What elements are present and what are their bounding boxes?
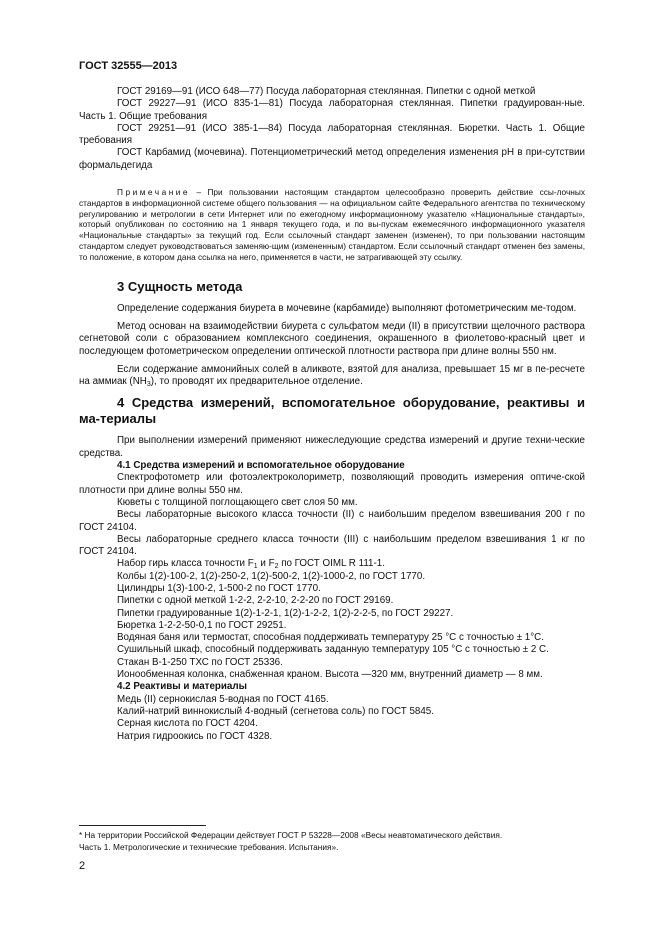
equipment-item: Весы лабораторные высокого класса точности (II) с наибольшим пределом взвешивания 200 г по ГОСТ 24104. <box>79 509 585 533</box>
equipment-item: Водяная баня или термостат, способная поддерживать температуру 25 °С с точностью ± 1°С. <box>117 632 544 644</box>
reference-item: ГОСТ 29169—91 (ИСО 648—77) Посуда лабораторная стеклянная. Пипетки с одной меткой <box>117 86 536 97</box>
reagent-item: Калий-натрий виннокислый 4-водный (сегнетова соль) по ГОСТ 5845. <box>117 705 434 717</box>
equipment-item: Весы лабораторные среднего класса точности (III) с наибольшим пределом взвешивания 1 кг по ГОСТ 24104. <box>79 533 585 558</box>
page-content <box>79 86 585 743</box>
note-paragraph <box>79 187 585 263</box>
footnote-line: Часть 1. Метрологические и технические требования. Испытания». <box>79 842 339 852</box>
equipment-item: Колбы 1(2)-100-2, 1(2)-250-2, 1(2)-500-2, 1(2)-1000-2, по ГОСТ 1770. <box>117 570 426 582</box>
note-text: – При пользовании настоящим стандартом целесообразно проверить действие ссы-лочных стандартов в информационной системе общего пользования — на официальном сайте Федерального агентства по техническому регулированию и метрологии в сети Интернет или по ежегодному информационному указателю «Национальные стандарты», который опубликован по состоянию на 1 января текущего года, и по вы-пускам ежемесячного информационного указателя «Национальные стандарты» за текущий год. Если ссылочный стандарт заменен (изменен), то при пользовании настоящим стандартом следует руководствоваться заменяю-щим (измененным) стандартом. Если ссылочный стандарт отменен без замены, то положение, в котором дана ссылка на него, применяется в части, не затрагивающей эту ссылку. <box>79 187 585 262</box>
section-3-ammonium-paragraph: Если содержание аммонийных солей в аликвоте, взятой для анализа, превышает 15 мг в пе-ресчете на аммиак $(NH_3)$, то проводят их предварительное отделение. <box>79 363 585 389</box>
equipment-item: Кюветы с толщиной поглощающего свет слоя 50 мм. <box>117 496 358 508</box>
footnote <box>79 829 585 853</box>
reagent-item: Серная кислота по ГОСТ 4204. <box>117 718 258 730</box>
page-number: 2 <box>79 860 86 872</box>
section-3-heading: 3 Сущность метода <box>117 278 243 294</box>
section-3-paragraph: Определение содержания биурета в мочевине (карбамиде) выполняют фотометрическим ме-тодом. <box>117 302 577 314</box>
equipment-item: Бюретка 1-2-2-50-0,1 по ГОСТ 29251. <box>117 619 287 631</box>
equipment-item: Ионообменная колонка, снабженная краном. Высота —320 мм, внутренний диаметр — 8 мм. <box>117 669 543 681</box>
equipment-item: Стакан В-1-250 ТХС по ГОСТ 25336. <box>117 656 283 668</box>
equipment-item: Сушильный шкаф, способный поддерживать заданную температуру 105 °С с точностью ± 2 С. <box>117 644 549 656</box>
reference-item: ГОСТ Карбамид (мочевина). Потенциометрический метод определения изменения pH в при-сутствии формальдегида <box>79 147 585 171</box>
section-4-heading: 4 Средства измерений, вспомогательное оборудование, реактивы и ма-териалы <box>79 395 585 427</box>
equipment-item: Пипетки градуированные 1(2)-1-2-1, 1(2)-1-2-2, 1(2)-2-2-5, по ГОСТ 29227. <box>117 607 454 619</box>
subsection-4-2-heading: 4.2 Реактивы и материалы <box>117 681 247 693</box>
footnote-line: * На территории Российской Федерации действует ГОСТ Р 53228—2008 «Весы неавтоматического действия. <box>79 830 503 840</box>
subsection-4-1-heading: 4.1 Средства измерений и вспомогательное оборудование <box>117 460 405 472</box>
document-header: ГОСТ 32555—2013 <box>79 60 178 72</box>
equipment-item: Цилиндры 1(3)-100-2, 1-500-2 по ГОСТ 1770. <box>117 583 321 594</box>
references-list <box>79 86 585 172</box>
footnote-divider <box>79 825 206 826</box>
reference-item: ГОСТ 29251—91 (ИСО 385-1—84) Посуда лабораторная стеклянная. Бюретки. Часть 1. Общие требования <box>79 122 585 147</box>
note-label: Примечание <box>117 187 191 198</box>
reagent-item: Натрия гидроокись по ГОСТ 4328. <box>117 730 273 742</box>
section-3-paragraph: Метод основан на взаимодействии биурета с сульфатом меди (II) в присутствии щелочного раствора сегнетовой соли с образованием комплексного соединения, окрашенного в фиолетово-красный цвет и последующем фотометрическом определении оптической плотности раствора при длине волны 550 нм. <box>79 320 585 357</box>
equipment-item-weights: Набор гирь класса точности $F_1$ и $F_2$ по ГОСТ OIML R 111-1. <box>117 558 385 571</box>
reagent-item: Медь (II) сернокислая 5-водная по ГОСТ 4165. <box>117 693 329 705</box>
equipment-item: Спектрофотометр или фотоэлектроколориметр, позволяющий проводить измерения оптиче-ской плотности при длине волны 550 нм. <box>79 472 585 496</box>
reference-item: ГОСТ 29227—91 (ИСО 835-1—81) Посуда лабораторная стеклянная. Пипетки градуирован-ные. Часть 1. Общие требования <box>79 98 585 122</box>
equipment-item: Пипетки с одной меткой 1-2-2, 2-2-10, 2-2-20 по ГОСТ 29169. <box>117 595 394 607</box>
section-4-intro: При выполнении измерений применяют нижеследующие средства измерений и другие техни-ческие средства. <box>79 435 585 459</box>
